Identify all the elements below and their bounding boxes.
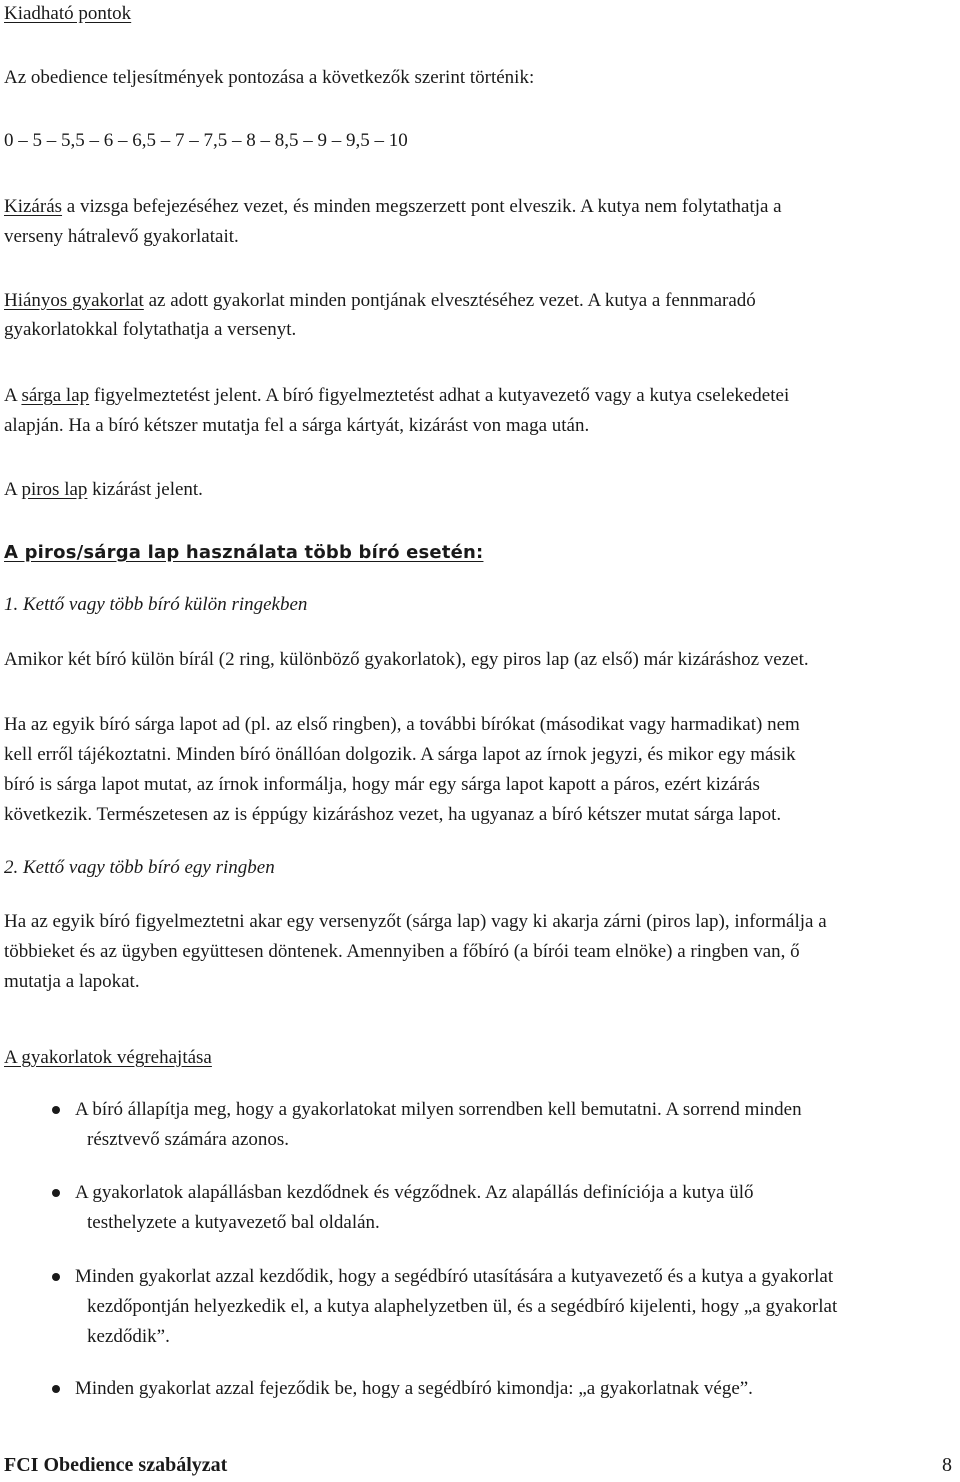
page-title: Kiadható pontok — [4, 3, 132, 24]
bullet-2-line-2: testhelyzete a kutyavezető bal oldalán. — [87, 1212, 380, 1233]
hianyos-text-1: az adott gyakorlat minden pontjának elvesztéséhez vezet. A kutya a fennmaradó — [143, 290, 756, 311]
case1-p2-line-3: bíró is sárga lapot mutat, az írnok informálja, hogy már egy sárga lapot kapott a páros, ezért kizárás — [4, 774, 760, 795]
bullet-dot-icon — [52, 1385, 60, 1393]
case1-p2-line-2: kell erről tájékoztatni. Minden bíró önállóan dolgozik. A sárga lapot az írnok jegyzi, és mikor egy másik — [4, 744, 796, 765]
piros-line — [4, 478, 203, 502]
footer-divider — [0, 1449, 960, 1450]
bullet-dot-icon — [52, 1273, 60, 1281]
bullet-3-line-3: kezdődik”. — [87, 1326, 170, 1347]
piros-term: piros lap — [21, 479, 88, 500]
piros-pre: A — [4, 479, 22, 500]
case1-p2-line-4: következik. Természetesen az is éppúgy kizáráshoz vezet, ha ugyanaz a bíró kétszer mutat sárga lapot. — [4, 804, 782, 825]
case2-title: 2. Kettő vagy több bíró egy ringben — [4, 857, 275, 878]
case2-p1-line-1: Ha az egyik bíró figyelmeztetni akar egy versenyzőt (sárga lap) vagy ki akarja zárni (piros lap), informálja a — [4, 911, 827, 932]
sarga-line-1 — [4, 384, 789, 408]
section-heading-exec: A gyakorlatok végrehajtása — [4, 1047, 212, 1068]
intro-paragraph: Az obedience teljesítmények pontozása a következők szerint történik: — [4, 67, 535, 88]
case2-p1-line-3: mutatja a lapokat. — [4, 971, 140, 992]
case1-title: 1. Kettő vagy több bíró külön ringekben — [4, 594, 308, 615]
kizaras-term: Kizárás — [4, 196, 63, 217]
sarga-line-2: alapján. Ha a bíró kétszer mutatja fel a sárga kártyát, kizárást von maga után. — [4, 415, 590, 436]
bullet-dot-icon — [52, 1106, 60, 1114]
bullet-4-line-1: Minden gyakorlat azzal fejeződik be, hogy a segédbíró kimondja: „a gyakorlatnak vége”. — [75, 1378, 753, 1399]
hianyos-line-1 — [4, 289, 756, 313]
bullet-1-line-2: résztvevő számára azonos. — [87, 1129, 290, 1150]
section-heading-cards: A piros/sárga lap használata több bíró esetén: — [4, 542, 484, 563]
page-number: 8 — [942, 1454, 952, 1476]
case1-p2-line-1: Ha az egyik bíró sárga lapot ad (pl. az első ringben), a további bírókat (másodikat vagy harmadikat) nem — [4, 714, 800, 735]
hianyos-term: Hiányos gyakorlat — [4, 290, 144, 311]
kizaras-text-1: a vizsga befejezéséhez vezet, és minden megszerzett pont elveszik. A kutya nem folytathatja a — [62, 196, 782, 217]
footer-title: FCI Obedience szabályzat — [4, 1454, 228, 1476]
sarga-text-1: figyelmeztetést jelent. A bíró figyelmeztetést adhat a kutyavezető vagy a kutya cselekedetei — [89, 385, 790, 406]
case2-p1-line-2: többieket és az ügyben együttesen döntenek. Amennyiben a főbíró (a bírói team elnöke) a ringben van, ő — [4, 941, 800, 962]
bullet-2-line-1: A gyakorlatok alapállásban kezdődnek és végződnek. Az alapállás definíciója a kutya ülő — [75, 1182, 754, 1203]
score-scale: 0 – 5 – 5,5 – 6 – 6,5 – 7 – 7,5 – 8 – 8,5 – 9 – 9,5 – 10 — [4, 130, 408, 151]
bullet-dot-icon — [52, 1189, 60, 1197]
kizaras-line-2: verseny hátralevő gyakorlatait. — [4, 226, 239, 247]
sarga-pre: A — [4, 385, 22, 406]
bullet-1-line-1: A bíró állapítja meg, hogy a gyakorlatokat milyen sorrendben kell bemutatni. A sorrend minden — [75, 1099, 802, 1120]
case1-paragraph-1: Amikor két bíró külön bírál (2 ring, különböző gyakorlatok), egy piros lap (az első) már kizáráshoz vezet. — [4, 649, 809, 670]
sarga-term: sárga lap — [21, 385, 90, 406]
bullet-3-line-2: kezdőpontján helyezkedik el, a kutya alaphelyzetben ül, és a segédbíró kijelenti, hogy „a gyakorlat — [87, 1296, 838, 1317]
piros-post: kizárást jelent. — [87, 479, 203, 500]
hianyos-line-2: gyakorlatokkal folytathatja a versenyt. — [4, 319, 297, 340]
bullet-3-line-1: Minden gyakorlat azzal kezdődik, hogy a segédbíró utasítására a kutyavezető és a kutya a gyakorlat — [75, 1266, 834, 1287]
kizaras-line-1 — [4, 195, 782, 219]
